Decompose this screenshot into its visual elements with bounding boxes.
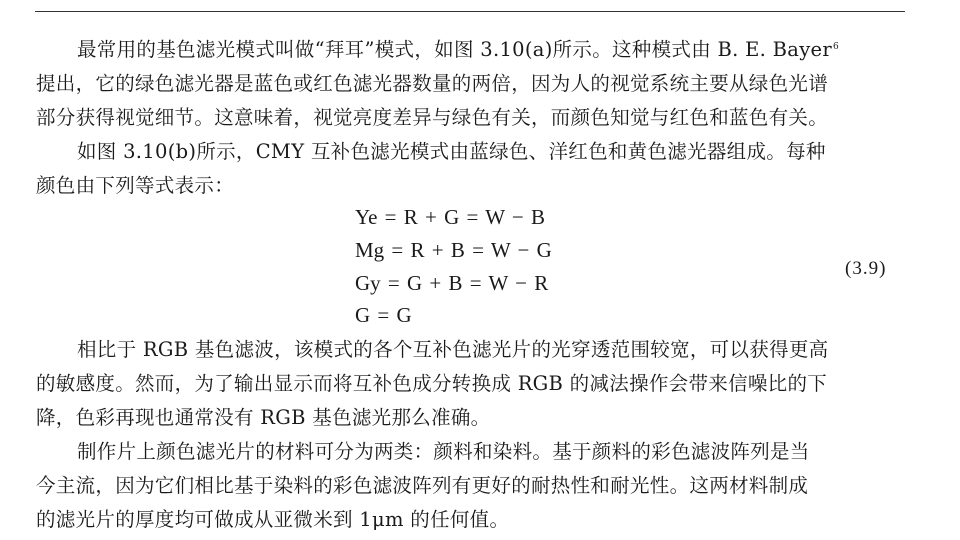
- text-span: 最常用的基色滤光模式叫做“拜耳”模式，如图 3.10(a)所示。这种模式由 B. E. Bayer: [77, 38, 832, 61]
- equation-line-gy: Gy = G + B = W − R: [355, 271, 549, 295]
- footnote-marker: 6: [833, 41, 840, 52]
- text-line: 相比于 RGB 基色滤波，该模式的各个互补色滤光片的光穿透范围较宽，可以获得更高: [77, 338, 829, 361]
- text-line: 提出，它的绿色滤光器是蓝色或红色滤光器数量的两倍，因为人的视觉系统主要从绿色光谱: [36, 72, 829, 95]
- text-line: 部分获得视觉细节。这意味着，视觉亮度差异与绿色有关，而颜色知觉与红色和蓝色有关。: [36, 106, 829, 129]
- equation-line-ye: Ye = R + G = W − B: [355, 205, 545, 229]
- text-line: 今主流，因为它们相比基于染料的彩色滤波阵列有更好的耐热性和耐光性。这两材料制成: [36, 474, 809, 497]
- text-line: 的敏感度。然而，为了输出显示而将互补色成分转换成 RGB 的减法操作会带来信噪比的下: [36, 372, 828, 395]
- text-line: 的滤光片的厚度均可做成从亚微米到 1μm 的任何值。: [36, 508, 510, 531]
- equation-number: (3.9): [845, 258, 887, 279]
- text-line: 降，色彩再现也通常没有 RGB 基色滤光那么准确。: [36, 406, 491, 429]
- equation-line-g: G = G: [355, 303, 412, 327]
- text-line: [77, 37, 839, 63]
- equation-line-mg: Mg = R + B = W − G: [355, 238, 552, 262]
- header-rule: [35, 11, 905, 12]
- text-line: 颜色由下列等式表示：: [36, 174, 235, 197]
- text-line: 如图 3.10(b)所示，CMY 互补色滤光模式由蓝绿色、洋红色和黄色滤光器组成。每种: [77, 140, 826, 163]
- text-line: 制作片上颜色滤光片的材料可分为两类：颜料和染料。基于颜料的彩色滤波阵列是当: [77, 440, 810, 463]
